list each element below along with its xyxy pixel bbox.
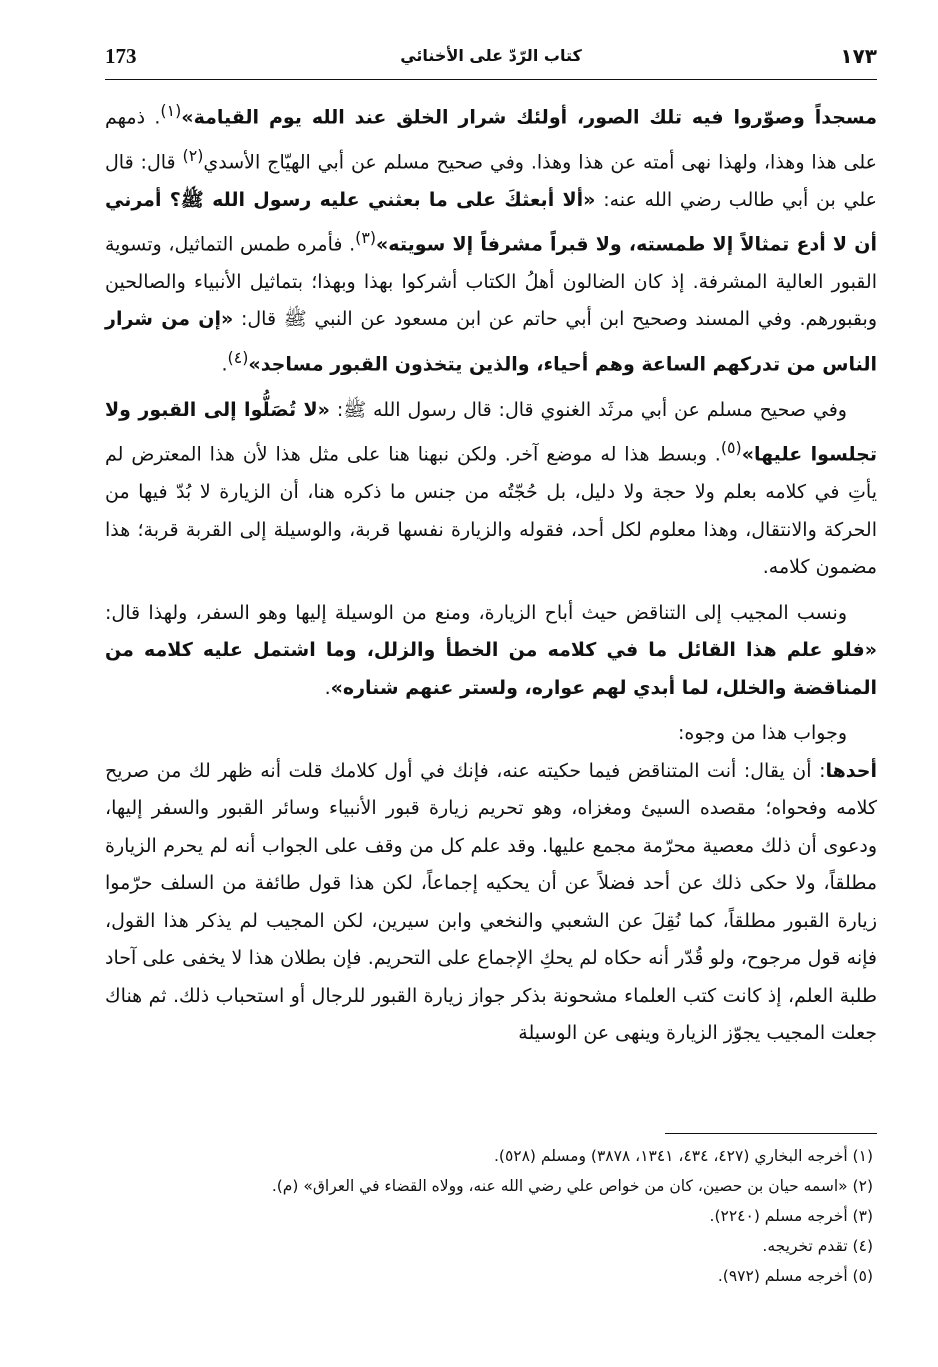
page-header [105, 38, 877, 78]
paragraph-text: . [324, 676, 331, 699]
paragraph-text: . وبسط هذا له موضع آخر. ولكن نبهنا هنا على مثل هذا لأن هذا المعترض لم يأتِ في كلامه بعلم ولا حجة ولا دليل، بل حُجّتُه من جنس ما ذكره هنا، أن الزيارة لا بُدّ فيها من الحركة والانتقال، وهذا معلوم لكل أحد، فقوله والزيارة نفسها قربة، والوسيلة إلى القربة قربة؛ هذا مضمون كلامه. [105, 443, 877, 579]
paragraph-2 [105, 392, 877, 587]
paragraph-5 [105, 753, 877, 1053]
paragraph-text: وفي صحيح مسلم عن أبي مرثَد الغنوي قال: قال رسول الله ﷺ: [329, 398, 847, 421]
paragraph-1 [105, 92, 877, 384]
section-lead: أحدها [825, 759, 877, 782]
footnote-ref-1: (١) [160, 101, 182, 120]
quote-text: «لا تُصَلُّوا إلى القبور ولا تجلسوا عليها» [105, 398, 878, 466]
footnote-3: (٣) أخرجه مسلم (٢٢٤٠). [709, 1207, 873, 1225]
header-rule [105, 79, 877, 80]
footnote-5: (٥) أخرجه مسلم (٩٧٢). [717, 1267, 873, 1285]
paragraph-text: . ذمهم على هذا وهذا، ولهذا نهى أمته عن هذا وهذا. وفي صحيح مسلم عن أبي الهيّاج الأسدي [105, 106, 877, 174]
footnote-1: (١) أخرجه البخاري (٤٢٧، ٤٣٤، ١٣٤١، ٣٨٧٨) ومسلم (٥٢٨). [493, 1147, 873, 1165]
paragraph-text: . [221, 353, 228, 376]
paragraph-text: قال: قال علي بن أبي طالب رضي الله عنه: [105, 151, 877, 211]
paragraph-text: : أن يقال: أنت المتناقض فيما حكيته عنه، فإنك في أول كلامك قلت أنه ظهر لك من صريح كلامه وفحواه؛ مقصده السيئ ومغزاه، وهو تحريم زيارة قبور الأنبياء وسائر القبور والسفر إليها، ودعوى أن ذلك معصية محرّمة مجمع عليها. وقد علم كل من وقف على الجواب أنه لم يحرم الزيارة مطلقاً، ولا حكى ذلك عن أحد فضلاً عن أن يحكيه إجماعاً، لكن هذا قول طائفة من السلف حرّموا زيارة القبور مطلقاً، كما نُقِلَ عن الشعبي والنخعي وابن سيرين، لكن المجيب لم يذكر هذا القول، فإنه قول مرجوح، ولو قُدّر أنه حكاه لم يحكِ الإجماع على التحريم. فإن بطلان هذا لا يخفى على آحاد طلبة العلم، إذ كانت كتب العلماء مشحونة بذكر جواز زيارة القبور للرجال أو استحباب ذلك. ثم هناك جعلت المجيب يجوّز الزيارة وينهى عن الوسيلة [105, 759, 877, 1045]
running-title: كتاب الرّدّ على الأخنائي [400, 46, 582, 65]
main-text [105, 92, 877, 1053]
paragraph-text: . فأمره طمس التماثيل، وتسوية القبور العالية المشرفة. إذ كان الضالون أهلُ الكتاب أشركوا بهذا وبهذا؛ بتماثيل الأنبياء والصالحين وبقبورهم. وفي المسند وصحيح ابن أبي حاتم عن ابن مسعود عن النبي ﷺ قال: [105, 233, 877, 331]
footnote-2: (٢) «اسمه حيان بن حصين، كان من خواص علي رضي الله عنه، وولاه القضاء في العراق» (م). [271, 1177, 873, 1195]
footnote-4: (٤) تقدم تخريجه. [762, 1237, 873, 1255]
footnote-ref-2: (٢) [182, 145, 204, 165]
quote-text: «إن من شرار الناس من تدركهم الساعة وهم أحياء، والذين يتخذون القبور مساجد» [105, 308, 877, 376]
footnote-rule [665, 1133, 877, 1134]
quote-text: «فلو علم هذا القائل ما في كلامه من الخطأ والزلل، وما اشتمل عليه كلامه من المناقضة والخلل، لما أبدي لهم عواره، ولستر عنهم شناره» [105, 639, 877, 699]
footnote-ref-5: (٥) [720, 438, 742, 458]
footnote-ref-3: (٣) [355, 228, 377, 248]
page-number-latin: 173 [105, 44, 137, 68]
footnotes [105, 1141, 877, 1291]
paragraph-3 [105, 595, 877, 708]
paragraph-text: ونسب المجيب إلى التناقض حيث أباح الزيارة، ومنع من الوسيلة إليها وهو السفر، ولهذا قال: [105, 601, 847, 624]
quote-text: مسجداً وصوّروا فيه تلك الصور، أولئك شرار الخلق عند الله يوم القيامة» [181, 106, 877, 129]
footnote-ref-4: (٤) [227, 347, 249, 367]
quote-text: «ألا أبعثكَ على ما بعثني عليه رسول الله ﷺ؟ أمرني أن لا أدع تمثالاً إلا طمسته، ولا قبراً مشرفاً إلا سويته» [105, 188, 877, 256]
page-number-arabic: ١٧٣ [840, 44, 877, 68]
paragraph-4: وجواب هذا من وجوه: [677, 722, 847, 745]
